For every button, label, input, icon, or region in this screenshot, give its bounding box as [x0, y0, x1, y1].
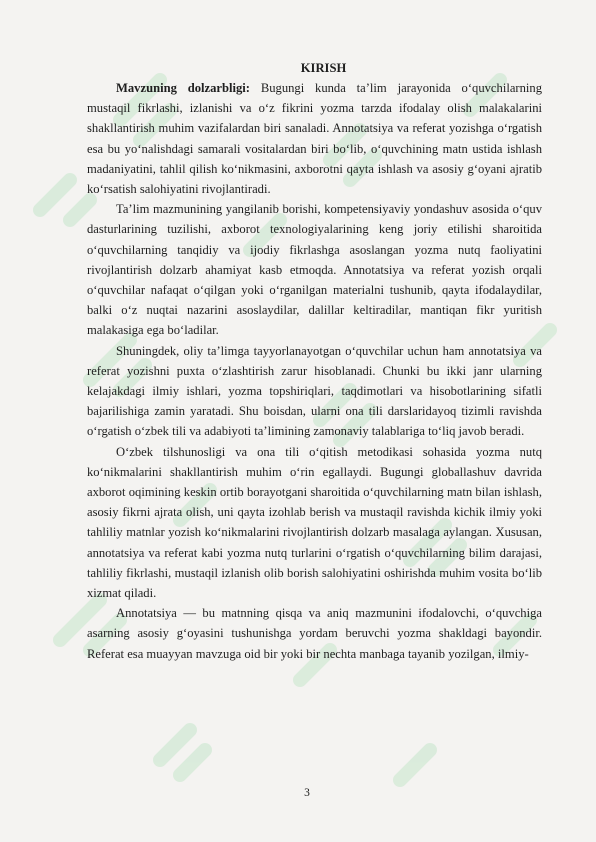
paragraph-text: O‘zbek tilshunosligi va ona tili o‘qitish metodikasi sohasida yozma nutq ko‘nikmalarini shakllantirish muhim o‘rin egallaydi. Bugungi globallashuv davrida axborot oqimining keskin ortib borayotgani sharoitida o‘quvchilarning matn bilan ishlash, asosiy fikrni ajrata olish, uni qayta izohlab berish va mustaqil ravishda kichik ilmiy yoki tahliliy matnlar yozish ko‘nikmalarini rivojlantirish dolzarb masalaga aylangan. Xususan, annotatsiya va referat kabi yozma nutq turlarini o‘rgatish o‘quvchilarning bilim darajasi, tahliliy fikrlashi, mustaqil izlanish olib borish salohiyatini oshirishda muhim vosita bo‘lib xizmat qiladi.: [87, 444, 542, 601]
paragraph-1: [87, 78, 542, 199]
page-number: 3: [304, 787, 310, 799]
paragraph-5: [87, 603, 542, 664]
section-heading: KIRISH: [300, 61, 347, 75]
page-content: [87, 58, 542, 664]
paragraph-text: Ta’lim mazmunining yangilanib borishi, kompetensiyaviy yondashuv asosida o‘quv dasturlarining tuzilishi, axborot texnologiyalarining keng joriy etilishi sharoitida o‘quvchilarning tanqidiy va ijodiy fikrlashga asoslangan yozma nutq faoliyatini rivojlantirish dolzarb ahamiyat kasb etmoqda. Annotatsiya va referat yozish orqali o‘quvchilar nafaqat o‘qilgan yoki o‘rganilgan materialni tushunib, qayta ifodalaydilar, balki o‘z nuqtai nazarini asoslaydilar, dalillar keltiradilar, mantiqan fikr yuritish malakasiga ega bo‘ladilar.: [87, 202, 542, 338]
watermark-mark: [160, 730, 205, 775]
paragraph-3: [87, 341, 542, 442]
paragraph-4: [87, 442, 542, 604]
watermark-mark: [40, 180, 90, 220]
paragraph-text: Bugungi kunda ta’lim jarayonida o‘quvchilarning mustaqil fikrlashi, izlanishi va o‘z fikrini yozma tarzda ifodalay olish malakalarini shakllantirish muhim vazifalardan biri sanaladi. Annotatsiya va referat yozishga o‘rgatish esa bu yo‘nalishdagi samarali vositalardan biri bo‘lib, o‘quvchining matn ustida ishlash madaniyatini, tahlil qilish ko‘nikmasini, axborotni qayta ishlash va asosiy g‘oyani ajratib ko‘rsatish salohiyatini rivojlantiradi.: [87, 81, 542, 197]
paragraph-lead: Mavzuning dolzarbligi:: [116, 81, 250, 95]
paragraph-text: Annotatsiya — bu matnning qisqa va aniq mazmunini ifodalovchi, o‘quvchiga asarning asosiy g‘oyasini tushunishga yordam beruvchi yozma shakldagi bayondir. Referat esa muayyan mavzuga oid bir yoki bir nechta manbaga tayanib yozilgan, ilmiy-: [87, 606, 542, 661]
watermark-mark: [400, 750, 430, 780]
paragraph-text: Shuningdek, oliy ta’limga tayyorlanayotgan o‘quvchilar uchun ham annotatsiya va referat yozishni puxta o‘zlashtirish zarur hisoblanadi. Chunki bu ikki janr ularning kelajakdagi ilmiy ishlari, yozma topshiriqlari, taqdimotlari va hisobotlarining sifatli bajarilishiga zamin yaratadi. Shu boisdan, ularni ona tili darslaridayoq tizimli ravishda o‘rgatish o‘zbek tili va adabiyoti ta’limining zamonaviy talablariga to‘liq javob beradi.: [87, 343, 542, 439]
paragraph-2: [87, 199, 542, 340]
